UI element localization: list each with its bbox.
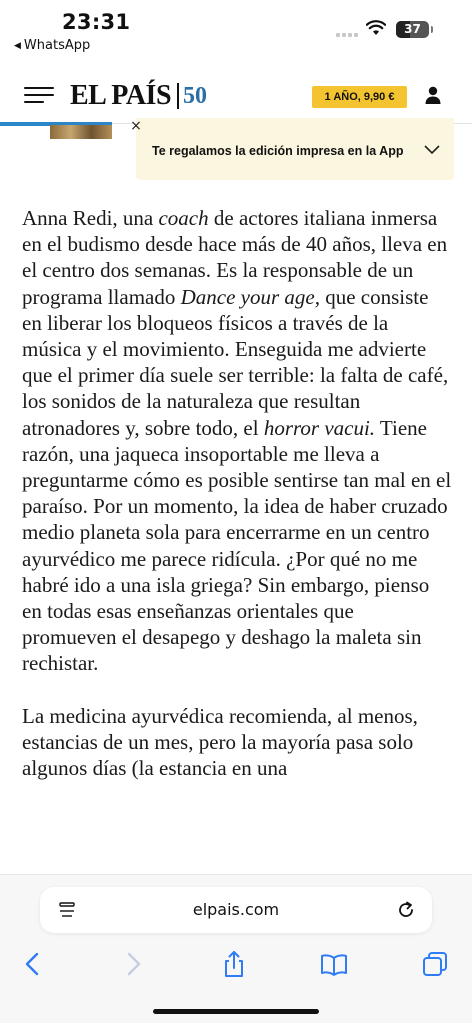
site-header: [0, 66, 472, 124]
signal-icon: [336, 24, 360, 42]
status-time: 23:31: [62, 10, 131, 34]
text-run: Anna Redi, una: [22, 206, 159, 230]
article-image-thumbnail: [50, 125, 112, 139]
forward-icon[interactable]: [118, 949, 148, 979]
logo-text: EL PAÍS: [70, 80, 172, 111]
back-icon[interactable]: [18, 949, 48, 979]
back-to-app-link[interactable]: [14, 38, 90, 53]
url-text: elpais.com: [192, 900, 280, 919]
article-paragraph: [22, 205, 452, 677]
back-triangle-icon: ◀: [14, 41, 21, 51]
logo-divider: [177, 83, 179, 109]
italic-phrase: horror vacui.: [263, 415, 376, 440]
app-promo-banner[interactable]: [136, 118, 454, 180]
text-run: que consiste en liberar los bloqueos físicos a través de la música y el movimiento. Enseguida me advierte que el primer día suele ser terrible: la falta de café, los sonidos de la naturaleza que resultan atronadores y, sobre todo, el: [22, 284, 449, 440]
reload-icon[interactable]: [396, 900, 416, 920]
article-paragraph: La medicina ayurvédica recomienda, al menos, estancias de un mes, pero la mayoría pasa solo algunos días (la estancia en una: [22, 703, 418, 781]
home-indicator: [153, 1009, 319, 1014]
bookmarks-icon[interactable]: [319, 949, 349, 979]
browser-toolbar: [0, 874, 472, 1023]
app-promo-text: Te regalamos la edición impresa en la App: [152, 144, 404, 158]
text-run: Tiene razón, una jaqueca insoportable me lleva a preguntarme cómo es posible sentirse tan mal en el paraíso. Por un momento, la idea de haber cruzado medio planeta sola para encerrarme en un centro ayurvédico me parece ridícula. ¿Por qué no me habré ido a una isla griega? Sin embargo, pienso en todas esas enseñanzas orientales que promueven el desapego y deshago la maleta sin rechistar.: [22, 415, 452, 676]
article-body: [22, 205, 452, 807]
user-icon[interactable]: [423, 85, 443, 105]
italic-phrase: Dance your age,: [180, 284, 320, 309]
address-bar[interactable]: [40, 887, 432, 933]
menu-icon[interactable]: [24, 85, 54, 105]
chevron-down-icon[interactable]: [423, 144, 441, 156]
italic-phrase: coach: [158, 206, 209, 230]
back-app-label: WhatsApp: [23, 38, 91, 53]
logo-anniversary-badge: 50: [183, 82, 208, 109]
status-bar: [0, 0, 472, 60]
share-icon[interactable]: [219, 949, 249, 979]
text-run: de actores italiana inmersa en el budismo desde hace más de 40 años, lleva en el centro dos semanas. Es la responsable de un programa llamado: [22, 206, 448, 309]
battery-level: 37: [404, 22, 421, 36]
battery-icon: [396, 21, 429, 38]
close-icon[interactable]: ×: [130, 118, 142, 134]
subscribe-promo-button[interactable]: 1 AÑO, 9,90 €: [312, 86, 407, 108]
site-logo[interactable]: [70, 79, 207, 113]
tabs-icon[interactable]: [420, 949, 450, 979]
wifi-icon: [366, 20, 386, 36]
